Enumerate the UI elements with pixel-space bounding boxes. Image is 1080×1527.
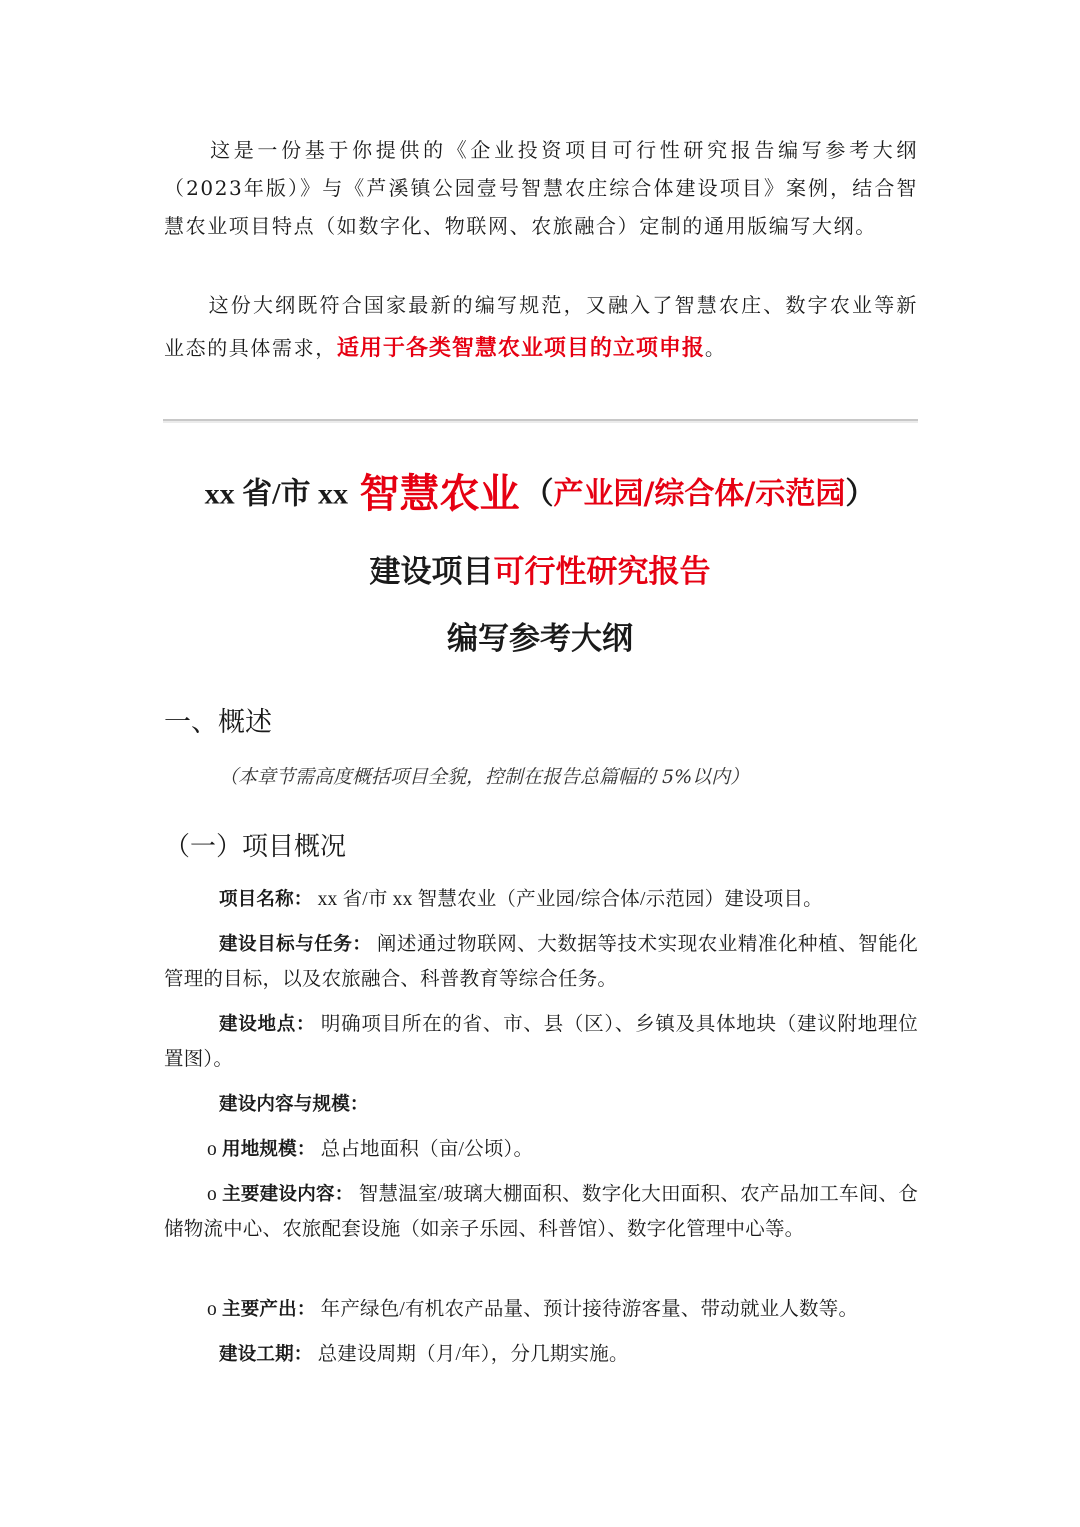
item-label: 用地规模：: [222, 1139, 316, 1160]
bullet-marker: o: [207, 1299, 223, 1320]
intro-end: 。: [704, 336, 727, 360]
item-location: [164, 1007, 918, 1077]
intro-paragraph-1: [164, 131, 918, 245]
section-note: （本章节需高度概括项目全貌，控制在报告总篇幅的 5%以内）: [219, 766, 750, 788]
title-sub-highlight: 产业园/综合体/示范园: [553, 476, 846, 512]
title-paren-open: （: [523, 476, 554, 512]
item-label: 建设地点：: [219, 1014, 316, 1035]
item-text: 明确项目所在的省、市、县（区）、乡镇及具体地块（建议附地理位置图）。: [164, 1014, 918, 1070]
intro-paragraph-2: [164, 284, 918, 370]
item-scale: [164, 1087, 918, 1122]
title-paren-close: ）: [845, 476, 876, 512]
item-text: 年产绿色/有机农产品量、预计接待游客量、带动就业人数等。: [320, 1299, 859, 1320]
item-label: 建设内容与规模：: [219, 1094, 369, 1115]
item-text: xx 省/市 xx 智慧农业（产业园/综合体/示范园）建设项目。: [317, 889, 823, 910]
intro-text-1: 这是一份基于你提供的《企业投资项目可行性研究报告编写参考大纲（2023年版）》与《芦溪镇公园壹号智慧农庄综合体建设项目》案例，结合智慧农业项目特点（如数字化、物联网、农旅融合）定制的通用版编写大纲。: [164, 138, 918, 238]
subsection-heading: （一）项目概况: [164, 832, 347, 862]
item-label: 主要产出：: [222, 1299, 316, 1320]
intro-text-2: 这份大纲既符合国家最新的编写规范，又融入了智慧农庄、数字农业等新业态的具体需求，: [164, 293, 918, 360]
item-text: 总占地面积（亩/公顷）。: [320, 1139, 534, 1160]
item-text: 阐述通过物联网、大数据等技术实现农业精准化种植、智能化管理的目标，以及农旅融合、科普教育等综合任务。: [164, 934, 918, 990]
item-label: 建设工期：: [219, 1344, 313, 1365]
item-land: [164, 1132, 918, 1167]
item-label: 主要建设内容：: [222, 1184, 354, 1205]
intro-highlight: 适用于各类智慧农业项目的立项申报: [336, 336, 705, 361]
item-label: 项目名称：: [219, 889, 313, 910]
item-project-name: [164, 882, 918, 917]
title-line2-highlight: 可行性研究报告: [493, 554, 711, 590]
section-heading: 一、概述: [164, 707, 272, 738]
document-title-line-1: [0, 462, 1080, 522]
document-title-line-3: 编写参考大纲: [447, 621, 633, 657]
item-period: [164, 1337, 918, 1372]
section-divider: [163, 419, 918, 423]
item-label: 建设目标与任务：: [219, 934, 372, 955]
document-title-line-2: [0, 546, 1080, 591]
bullet-marker: o: [207, 1139, 223, 1160]
item-main-content: [164, 1177, 918, 1247]
item-text: 智慧温室/玻璃大棚面积、数字化大田面积、农产品加工车间、仓储物流中心、农旅配套设施（如亲子乐园、科普馆）、数字化管理中心等。: [164, 1184, 919, 1240]
title-prefix: xx 省/市 xx: [204, 477, 356, 511]
bullet-marker: o: [207, 1184, 223, 1205]
item-output: [164, 1292, 918, 1327]
item-goal: [164, 927, 918, 997]
item-text: 总建设周期（月/年），分几期实施。: [317, 1344, 629, 1365]
title-highlight: 智慧农业: [359, 471, 520, 517]
title-line2-plain: 建设项目: [369, 554, 494, 590]
